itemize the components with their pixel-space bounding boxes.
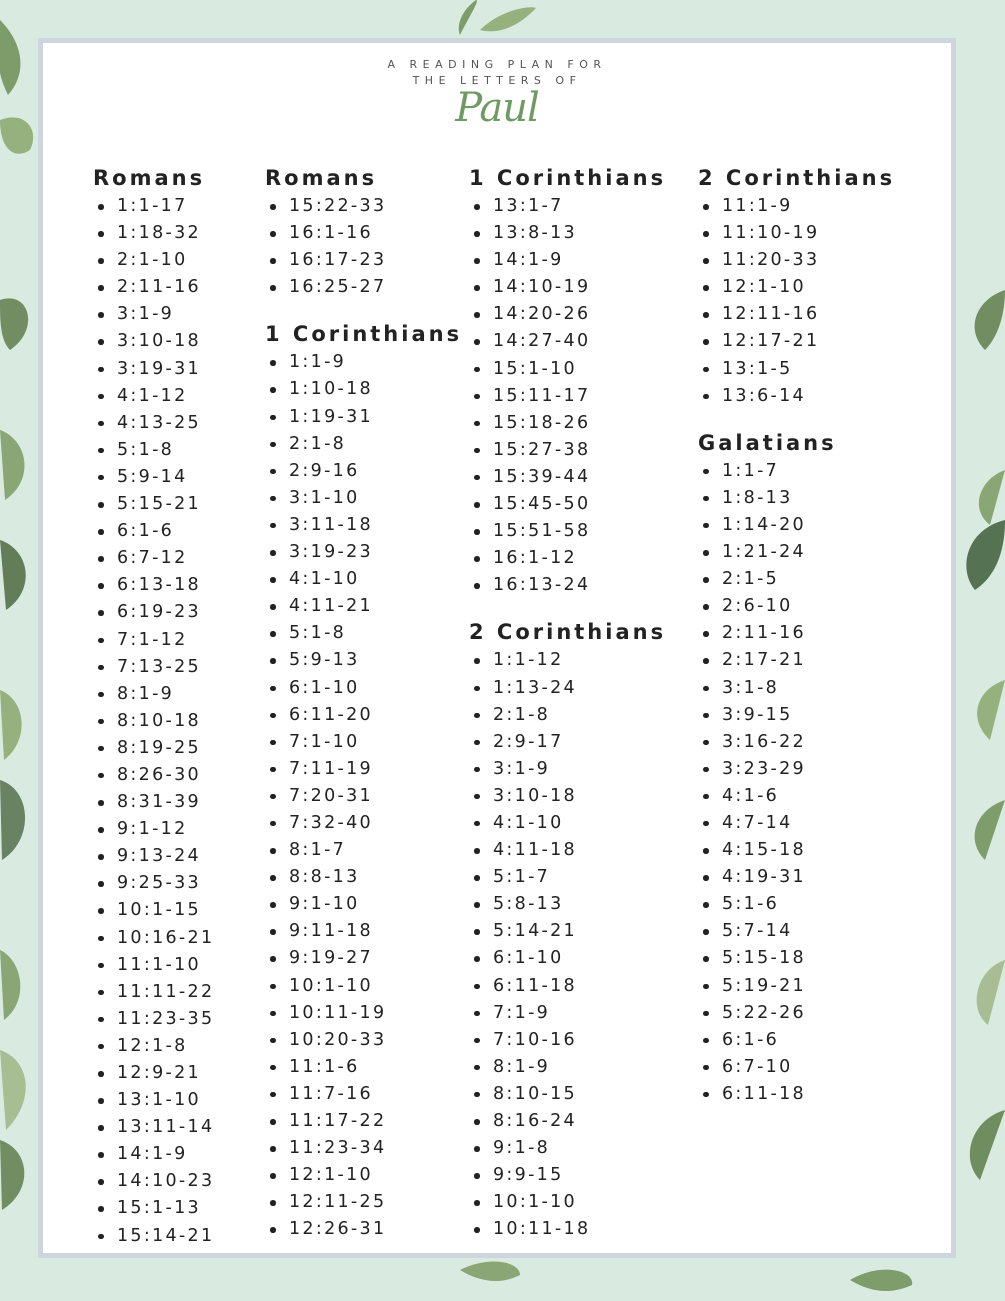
list-item: 3:1-9 [93, 301, 214, 328]
list-item: 1:1-12 [469, 647, 666, 674]
list-item: 1:19-31 [265, 404, 462, 431]
leaf-icon [975, 800, 1005, 860]
list-item: 16:1-16 [265, 220, 462, 247]
list-item: 12:9-21 [93, 1060, 214, 1087]
list-item: 3:19-23 [265, 539, 462, 566]
list-item: 1:13-24 [469, 675, 666, 702]
list-item: 9:9-15 [469, 1162, 666, 1189]
reading-plan-card [38, 38, 956, 1258]
list-item: 4:19-31 [698, 864, 895, 891]
list-item: 5:8-13 [469, 891, 666, 918]
leaf-icon [0, 20, 20, 95]
list-item: 6:1-6 [93, 518, 214, 545]
list-item: 8:26-30 [93, 762, 214, 789]
list-item: 4:1-10 [265, 566, 462, 593]
list-item: 7:20-31 [265, 783, 462, 810]
list-item: 5:15-18 [698, 945, 895, 972]
list-item: 4:13-25 [93, 410, 214, 437]
book-section [265, 319, 462, 1243]
list-item: 8:19-25 [93, 735, 214, 762]
leaf-icon [0, 1050, 26, 1130]
list-item: 10:1-10 [469, 1189, 666, 1216]
list-item: 6:11-18 [469, 973, 666, 1000]
list-item: 2:17-21 [698, 647, 895, 674]
list-item: 13:11-14 [93, 1114, 214, 1141]
list-item: 9:1-12 [93, 816, 214, 843]
list-item: 1:1-17 [93, 193, 214, 220]
list-item: 5:7-14 [698, 918, 895, 945]
list-item: 16:1-12 [469, 545, 666, 572]
list-item: 5:22-26 [698, 1000, 895, 1027]
book-heading: 1 Corinthians [469, 166, 667, 190]
book-heading: Romans [265, 166, 378, 190]
list-item: 11:20-33 [698, 247, 895, 274]
list-item: 2:1-5 [698, 566, 895, 593]
list-item: 12:11-25 [265, 1189, 462, 1216]
book-section [698, 163, 895, 410]
column-2 [265, 163, 462, 1243]
list-item: 11:17-22 [265, 1108, 462, 1135]
list-item: 2:9-17 [469, 729, 666, 756]
column-3 [469, 163, 666, 1243]
book-section [698, 428, 895, 1108]
list-item: 14:10-19 [469, 274, 666, 301]
list-item: 15:45-50 [469, 491, 666, 518]
list-item: 13:1-7 [469, 193, 666, 220]
list-item: 2:1-8 [469, 702, 666, 729]
list-item: 3:11-18 [265, 512, 462, 539]
list-item: 5:1-8 [93, 437, 214, 464]
list-item: 9:1-8 [469, 1135, 666, 1162]
list-item: 2:11-16 [698, 620, 895, 647]
list-item: 4:7-14 [698, 810, 895, 837]
list-item: 3:16-22 [698, 729, 895, 756]
list-item: 7:1-10 [265, 729, 462, 756]
list-item: 6:1-10 [469, 945, 666, 972]
list-item: 5:1-6 [698, 891, 895, 918]
list-item: 4:11-21 [265, 593, 462, 620]
list-item: 5:9-14 [93, 464, 214, 491]
reading-list [265, 193, 462, 301]
list-item: 1:8-13 [698, 485, 895, 512]
list-item: 1:18-32 [93, 220, 214, 247]
list-item: 6:1-10 [265, 675, 462, 702]
book-section [469, 617, 666, 1243]
list-item: 15:1-10 [469, 356, 666, 383]
list-item: 6:1-6 [698, 1027, 895, 1054]
list-item: 15:18-26 [469, 410, 666, 437]
list-item: 9:11-18 [265, 918, 462, 945]
list-item: 11:10-19 [698, 220, 895, 247]
list-item: 12:1-10 [265, 1162, 462, 1189]
reading-list [93, 193, 214, 1250]
list-item: 11:11-22 [93, 979, 214, 1006]
list-item: 8:1-9 [469, 1054, 666, 1081]
list-item: 11:1-10 [93, 952, 214, 979]
list-item: 4:1-10 [469, 810, 666, 837]
list-item: 7:11-19 [265, 756, 462, 783]
book-section [469, 163, 666, 599]
list-item: 15:14-21 [93, 1223, 214, 1250]
leaf-icon [979, 470, 1005, 525]
list-item: 11:23-34 [265, 1135, 462, 1162]
list-item: 10:11-18 [469, 1216, 666, 1243]
leaf-icon [0, 1140, 24, 1210]
list-item: 11:1-9 [698, 193, 895, 220]
list-item: 6:13-18 [93, 572, 214, 599]
column-1 [93, 163, 214, 1250]
list-item: 15:51-58 [469, 518, 666, 545]
leaf-icon [977, 680, 1005, 740]
leaf-icon [966, 520, 1005, 590]
list-item: 1:21-24 [698, 539, 895, 566]
list-item: 8:1-7 [265, 837, 462, 864]
leaf-icon [850, 1270, 912, 1291]
list-item: 9:1-10 [265, 891, 462, 918]
leaf-icon [970, 1110, 1005, 1180]
list-item: 8:31-39 [93, 789, 214, 816]
list-item: 14:10-23 [93, 1168, 214, 1195]
list-item: 8:10-18 [93, 708, 214, 735]
leaf-icon [975, 290, 1005, 350]
reading-list [265, 349, 462, 1243]
list-item: 10:16-21 [93, 925, 214, 952]
list-item: 3:10-18 [469, 783, 666, 810]
list-item: 8:10-15 [469, 1081, 666, 1108]
list-item: 13:8-13 [469, 220, 666, 247]
list-item: 3:23-29 [698, 756, 895, 783]
reading-list [698, 193, 895, 410]
reading-list [469, 193, 666, 599]
list-item: 12:1-10 [698, 274, 895, 301]
list-item: 13:6-14 [698, 383, 895, 410]
list-item: 14:1-9 [93, 1141, 214, 1168]
list-item: 12:17-21 [698, 328, 895, 355]
list-item: 7:1-12 [93, 627, 214, 654]
list-item: 2:1-10 [93, 247, 214, 274]
book-heading: Galatians [698, 430, 837, 455]
list-item: 1:1-9 [265, 349, 462, 376]
list-item: 9:13-24 [93, 843, 214, 870]
list-item: 3:10-18 [93, 328, 214, 355]
list-item: 2:11-16 [93, 274, 214, 301]
book-section [265, 163, 462, 301]
list-item: 16:17-23 [265, 247, 462, 274]
list-item: 7:10-16 [469, 1027, 666, 1054]
list-item: 12:26-31 [265, 1216, 462, 1243]
book-heading: 1 Corinthians [265, 322, 463, 347]
leaf-icon [0, 950, 20, 1020]
list-item: 15:1-13 [93, 1195, 214, 1222]
list-item: 9:25-33 [93, 870, 214, 897]
list-item: 15:39-44 [469, 464, 666, 491]
leaf-icon [459, 0, 477, 35]
list-item: 14:20-26 [469, 301, 666, 328]
list-item: 3:1-9 [469, 756, 666, 783]
list-item: 14:1-9 [469, 247, 666, 274]
list-item: 2:1-8 [265, 431, 462, 458]
list-item: 3:19-31 [93, 356, 214, 383]
list-item: 1:1-7 [698, 458, 895, 485]
list-item: 8:8-13 [265, 864, 462, 891]
leaf-icon [0, 298, 28, 350]
list-item: 1:10-18 [265, 376, 462, 403]
list-item: 8:16-24 [469, 1108, 666, 1135]
list-item: 10:1-15 [93, 897, 214, 924]
list-item: 13:1-10 [93, 1087, 214, 1114]
list-item: 4:15-18 [698, 837, 895, 864]
list-item: 10:11-19 [265, 1000, 462, 1027]
reading-list [469, 647, 666, 1243]
list-item: 10:1-10 [265, 973, 462, 1000]
list-item: 12:1-8 [93, 1033, 214, 1060]
list-item: 6:7-10 [698, 1054, 895, 1081]
list-item: 10:20-33 [265, 1027, 462, 1054]
list-item: 2:9-16 [265, 458, 462, 485]
reading-list [698, 458, 895, 1108]
book-heading: 2 Corinthians [698, 166, 896, 190]
list-item: 16:13-24 [469, 572, 666, 599]
list-item: 9:19-27 [265, 945, 462, 972]
list-item: 7:1-9 [469, 1000, 666, 1027]
list-item: 4:1-6 [698, 783, 895, 810]
kicker-line-1: A READING PLAN FOR [387, 58, 607, 71]
list-item: 1:14-20 [698, 512, 895, 539]
book-heading: 2 Corinthians [469, 620, 667, 645]
list-item: 7:13-25 [93, 654, 214, 681]
list-item: 5:1-7 [469, 864, 666, 891]
list-item: 11:1-6 [265, 1054, 462, 1081]
script-title: Paul [455, 85, 539, 131]
list-item: 11:7-16 [265, 1081, 462, 1108]
leaf-icon [0, 540, 26, 610]
list-item: 5:15-21 [93, 491, 214, 518]
list-item: 14:27-40 [469, 328, 666, 355]
list-item: 2:6-10 [698, 593, 895, 620]
list-item: 3:1-8 [698, 675, 895, 702]
list-item: 7:32-40 [265, 810, 462, 837]
list-item: 12:11-16 [698, 301, 895, 328]
list-item: 15:22-33 [265, 193, 462, 220]
list-item: 15:27-38 [469, 437, 666, 464]
list-item: 15:11-17 [469, 383, 666, 410]
list-item: 3:1-10 [265, 485, 462, 512]
list-item: 4:1-12 [93, 383, 214, 410]
column-4 [698, 163, 895, 1108]
list-item: 13:1-5 [698, 356, 895, 383]
list-item: 5:1-8 [265, 620, 462, 647]
leaf-icon [480, 7, 536, 31]
list-item: 11:23-35 [93, 1006, 214, 1033]
list-item: 6:19-23 [93, 599, 214, 626]
list-item: 6:11-20 [265, 702, 462, 729]
leaf-icon [0, 117, 33, 153]
leaf-icon [460, 1262, 520, 1281]
leaf-icon [977, 960, 1005, 1025]
leaf-icon [0, 780, 25, 860]
book-section [93, 163, 214, 1250]
list-item: 3:9-15 [698, 702, 895, 729]
leaf-icon [0, 430, 24, 500]
list-item: 5:14-21 [469, 918, 666, 945]
kicker-line-2: THE LETTERS OF [412, 74, 582, 87]
book-heading: Romans [93, 166, 206, 190]
list-item: 16:25-27 [265, 274, 462, 301]
list-item: 5:9-13 [265, 647, 462, 674]
list-item: 6:11-18 [698, 1081, 895, 1108]
list-item: 5:19-21 [698, 973, 895, 1000]
list-item: 4:11-18 [469, 837, 666, 864]
leaf-icon [0, 690, 22, 760]
list-item: 8:1-9 [93, 681, 214, 708]
header [43, 57, 951, 131]
list-item: 6:7-12 [93, 545, 214, 572]
